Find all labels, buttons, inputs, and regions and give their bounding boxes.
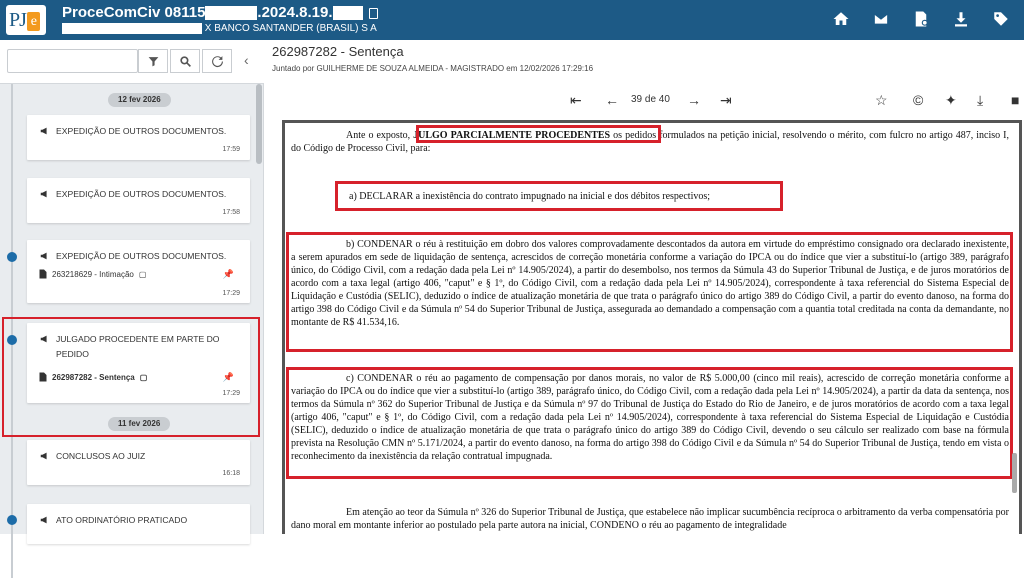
page-indicator: 39 de 40	[631, 94, 670, 105]
top-header	[0, 0, 1024, 40]
document-link[interactable]: 262987282 - Sentença ▢	[39, 372, 147, 382]
date-separator: 11 fev 2026	[108, 417, 170, 431]
megaphone-icon	[39, 451, 50, 461]
mail-icon[interactable]	[872, 10, 890, 28]
timeline-toolbar	[0, 40, 264, 84]
process-parties: X BANCO SANTANDER (BRASIL) S A	[62, 23, 377, 34]
pin-icon[interactable]: ✦	[945, 92, 957, 108]
document-scrollbar[interactable]	[1012, 453, 1017, 493]
paragraph-d: Em atenção ao teor da Súmula nº 326 do Superior Tribunal de Justiça, que estabelece não implicar sucumbência recíproca o arbitramento da verba compensatória por dano moral em montante inferior ao postulado pela parte autora na inicial, CONDENO o réu ao pagamento de integralidade	[291, 507, 1009, 531]
chevron-down-icon[interactable]	[340, 14, 348, 19]
redacted-block	[62, 23, 202, 34]
download-icon[interactable]: ⤓	[977, 92, 984, 108]
document-toolbar	[265, 88, 1024, 114]
file-icon	[39, 269, 47, 279]
filter-button[interactable]	[138, 49, 168, 73]
search-button[interactable]	[170, 49, 200, 73]
lock-icon[interactable]: ■	[1011, 92, 1020, 108]
clipboard-icon[interactable]: ▢	[139, 372, 148, 382]
timeline-item[interactable]: ATO ORDINATÓRIO PRATICADO	[27, 504, 250, 544]
date-separator: 12 fev 2026	[108, 93, 171, 107]
refresh-button[interactable]	[202, 49, 232, 73]
paragraph-intro: Ante o exposto, JULGO PARCIALMENTE PROCEDENTES os pedidos formulados na petição inicial, resolvendo o mérito, com fulcro no artigo 487, inciso I, do Código de Processo Civil, para:	[291, 130, 1009, 154]
pin-icon[interactable]: 📌	[222, 269, 234, 279]
document-title: 262987282 - Sentença	[272, 44, 404, 59]
highlight-box	[286, 232, 1013, 352]
document-viewer[interactable]	[282, 120, 1022, 534]
paragraph-a: a) DECLARAR a inexistência do contrato impugnado na inicial e dos débitos respectivos;	[349, 191, 711, 202]
redacted-block	[205, 6, 257, 20]
document-settings-icon[interactable]	[912, 10, 930, 28]
timeline-item[interactable]: CONCLUSOS AO JUIZ 16:18	[27, 440, 250, 485]
process-number[interactable]: ProceComCiv 08115 .2024.8.19.	[62, 4, 378, 21]
megaphone-icon	[39, 515, 50, 525]
collapse-panel-button[interactable]: ‹	[244, 52, 249, 68]
clipboard-icon[interactable]: ▢	[138, 269, 147, 279]
highlight-box	[416, 125, 661, 143]
document-link[interactable]: 263218629 - Intimação ▢	[39, 269, 146, 279]
highlight-box	[335, 181, 783, 211]
timeline-item[interactable]: EXPEDIÇÃO DE OUTROS DOCUMENTOS. 17:58	[27, 178, 250, 223]
timeline-item[interactable]: EXPEDIÇÃO DE OUTROS DOCUMENTOS. 17:59	[27, 115, 250, 160]
paragraph-c: c) CONDENAR o réu ao pagamento de compensação por danos morais, no valor de R$ 5.000,00 (cinco mil reais), acrescido de correção monetária conforme a variação do IPCA ou do índice que vier a substituí-lo (artigo 389, parágrafo único, do Código Civil, com a redação dada pela Lei nº 14.905/2024), a partir da data da sentença, nos termos da Súmula nº 362 do Superior Tribunal de Justiça e da Súmula nº 97 do Tribunal de Justiça do Estado do Rio de Janeiro, e de juros moratórios de acordo com a taxa legal (artigo 406, "caput" e § 1º, do Código Civil, com a redação dada pela Lei nº 14.905/2024), correspondente à taxa referencial do Sistema Especial de Liquidação e Custódia (SELIC), deduzido o índice de atualização monetária de que trata o parágrafo único do artigo 389 do Código Civil, devendo o seu cálculo ser realizado com base na fórmula prevista na Resolução CMN nº 5.171/2024, a partir do evento danoso, na forma do artigo 398 do Código Civil e da Súmula nº 54 do Superior Tribunal de Justiça, tendo em vista o reconhecimento da inexistência da relação contratual impugnada.	[291, 373, 1009, 462]
refresh-icon	[211, 55, 224, 68]
home-icon[interactable]	[832, 10, 850, 28]
timeline-dot	[7, 252, 17, 262]
last-page-button[interactable]: ⇥	[720, 92, 732, 108]
timeline-item[interactable]: EXPEDIÇÃO DE OUTROS DOCUMENTOS. 263218629 - Intimação ▢ 📌 17:29	[27, 240, 250, 303]
copyright-icon[interactable]: ©	[913, 92, 924, 108]
highlight-box	[286, 367, 1013, 479]
document-header	[272, 44, 593, 73]
search-input[interactable]	[7, 49, 138, 73]
pje-logo[interactable]: PJ e	[6, 5, 46, 35]
star-icon[interactable]: ☆	[875, 92, 888, 108]
filter-icon	[147, 55, 160, 68]
next-page-button[interactable]: →	[687, 92, 701, 108]
prev-page-button[interactable]: ←	[605, 92, 619, 108]
scrollbar[interactable]	[256, 84, 262, 164]
download-icon[interactable]	[952, 10, 970, 28]
megaphone-icon	[39, 189, 50, 199]
copy-icon[interactable]	[369, 8, 378, 19]
megaphone-icon	[39, 126, 50, 136]
search-icon	[179, 55, 192, 68]
document-subtitle: Juntado por GUILHERME DE SOUZA ALMEIDA - MAGISTRADO em 12/02/2026 17:29:16	[272, 64, 594, 73]
timeline-item-selected[interactable]: JULGADO PROCEDENTE EM PARTE DO PEDIDO 262987282 - Sentença ▢ 📌 17:29	[27, 323, 250, 403]
paragraph-b: b) CONDENAR o réu à restituição em dobro dos valores comprovadamente descontados da autora em virtude do empréstimo consignado ora declarado inexistente, a serem apurados em sede de liquidação de sentença, acrescidos de correção monetária conforme a variação do IPCA ou do índice que vier a substituí-lo (artigo 389, parágrafo único, do Código Civil, com a redação dada pela Lei nº 14.905/2024), a partir do desembolso, nos termos da Súmula 43 do Superior Tribunal de Justiça, e de juros moratórios de acordo com a taxa legal (artigo 406, "caput" e § 1º, do Código Civil, com a redação dada pela Lei nº 14.905/2024), correspondente à taxa referencial do Sistema Especial de Liquidação e Custódia (SELIC), deduzido o índice de atualização monetária de que trata o parágrafo único do artigo 389 do Código Civil, a partir do evento danoso, na forma do artigo 398 do Código Civil e da Súmula nº 54 do Superior Tribunal de Justiça, assegurada ao demandado a compensação com a quantia total creditada na conta da demandante, no montante de R$ 41.534,16.	[291, 239, 1009, 328]
megaphone-icon	[39, 251, 50, 261]
tag-icon[interactable]	[992, 10, 1010, 28]
first-page-button[interactable]: ⇤	[570, 92, 582, 108]
timeline-panel	[0, 40, 264, 534]
timeline-dot	[7, 515, 17, 525]
pin-icon[interactable]: 📌	[222, 372, 234, 382]
